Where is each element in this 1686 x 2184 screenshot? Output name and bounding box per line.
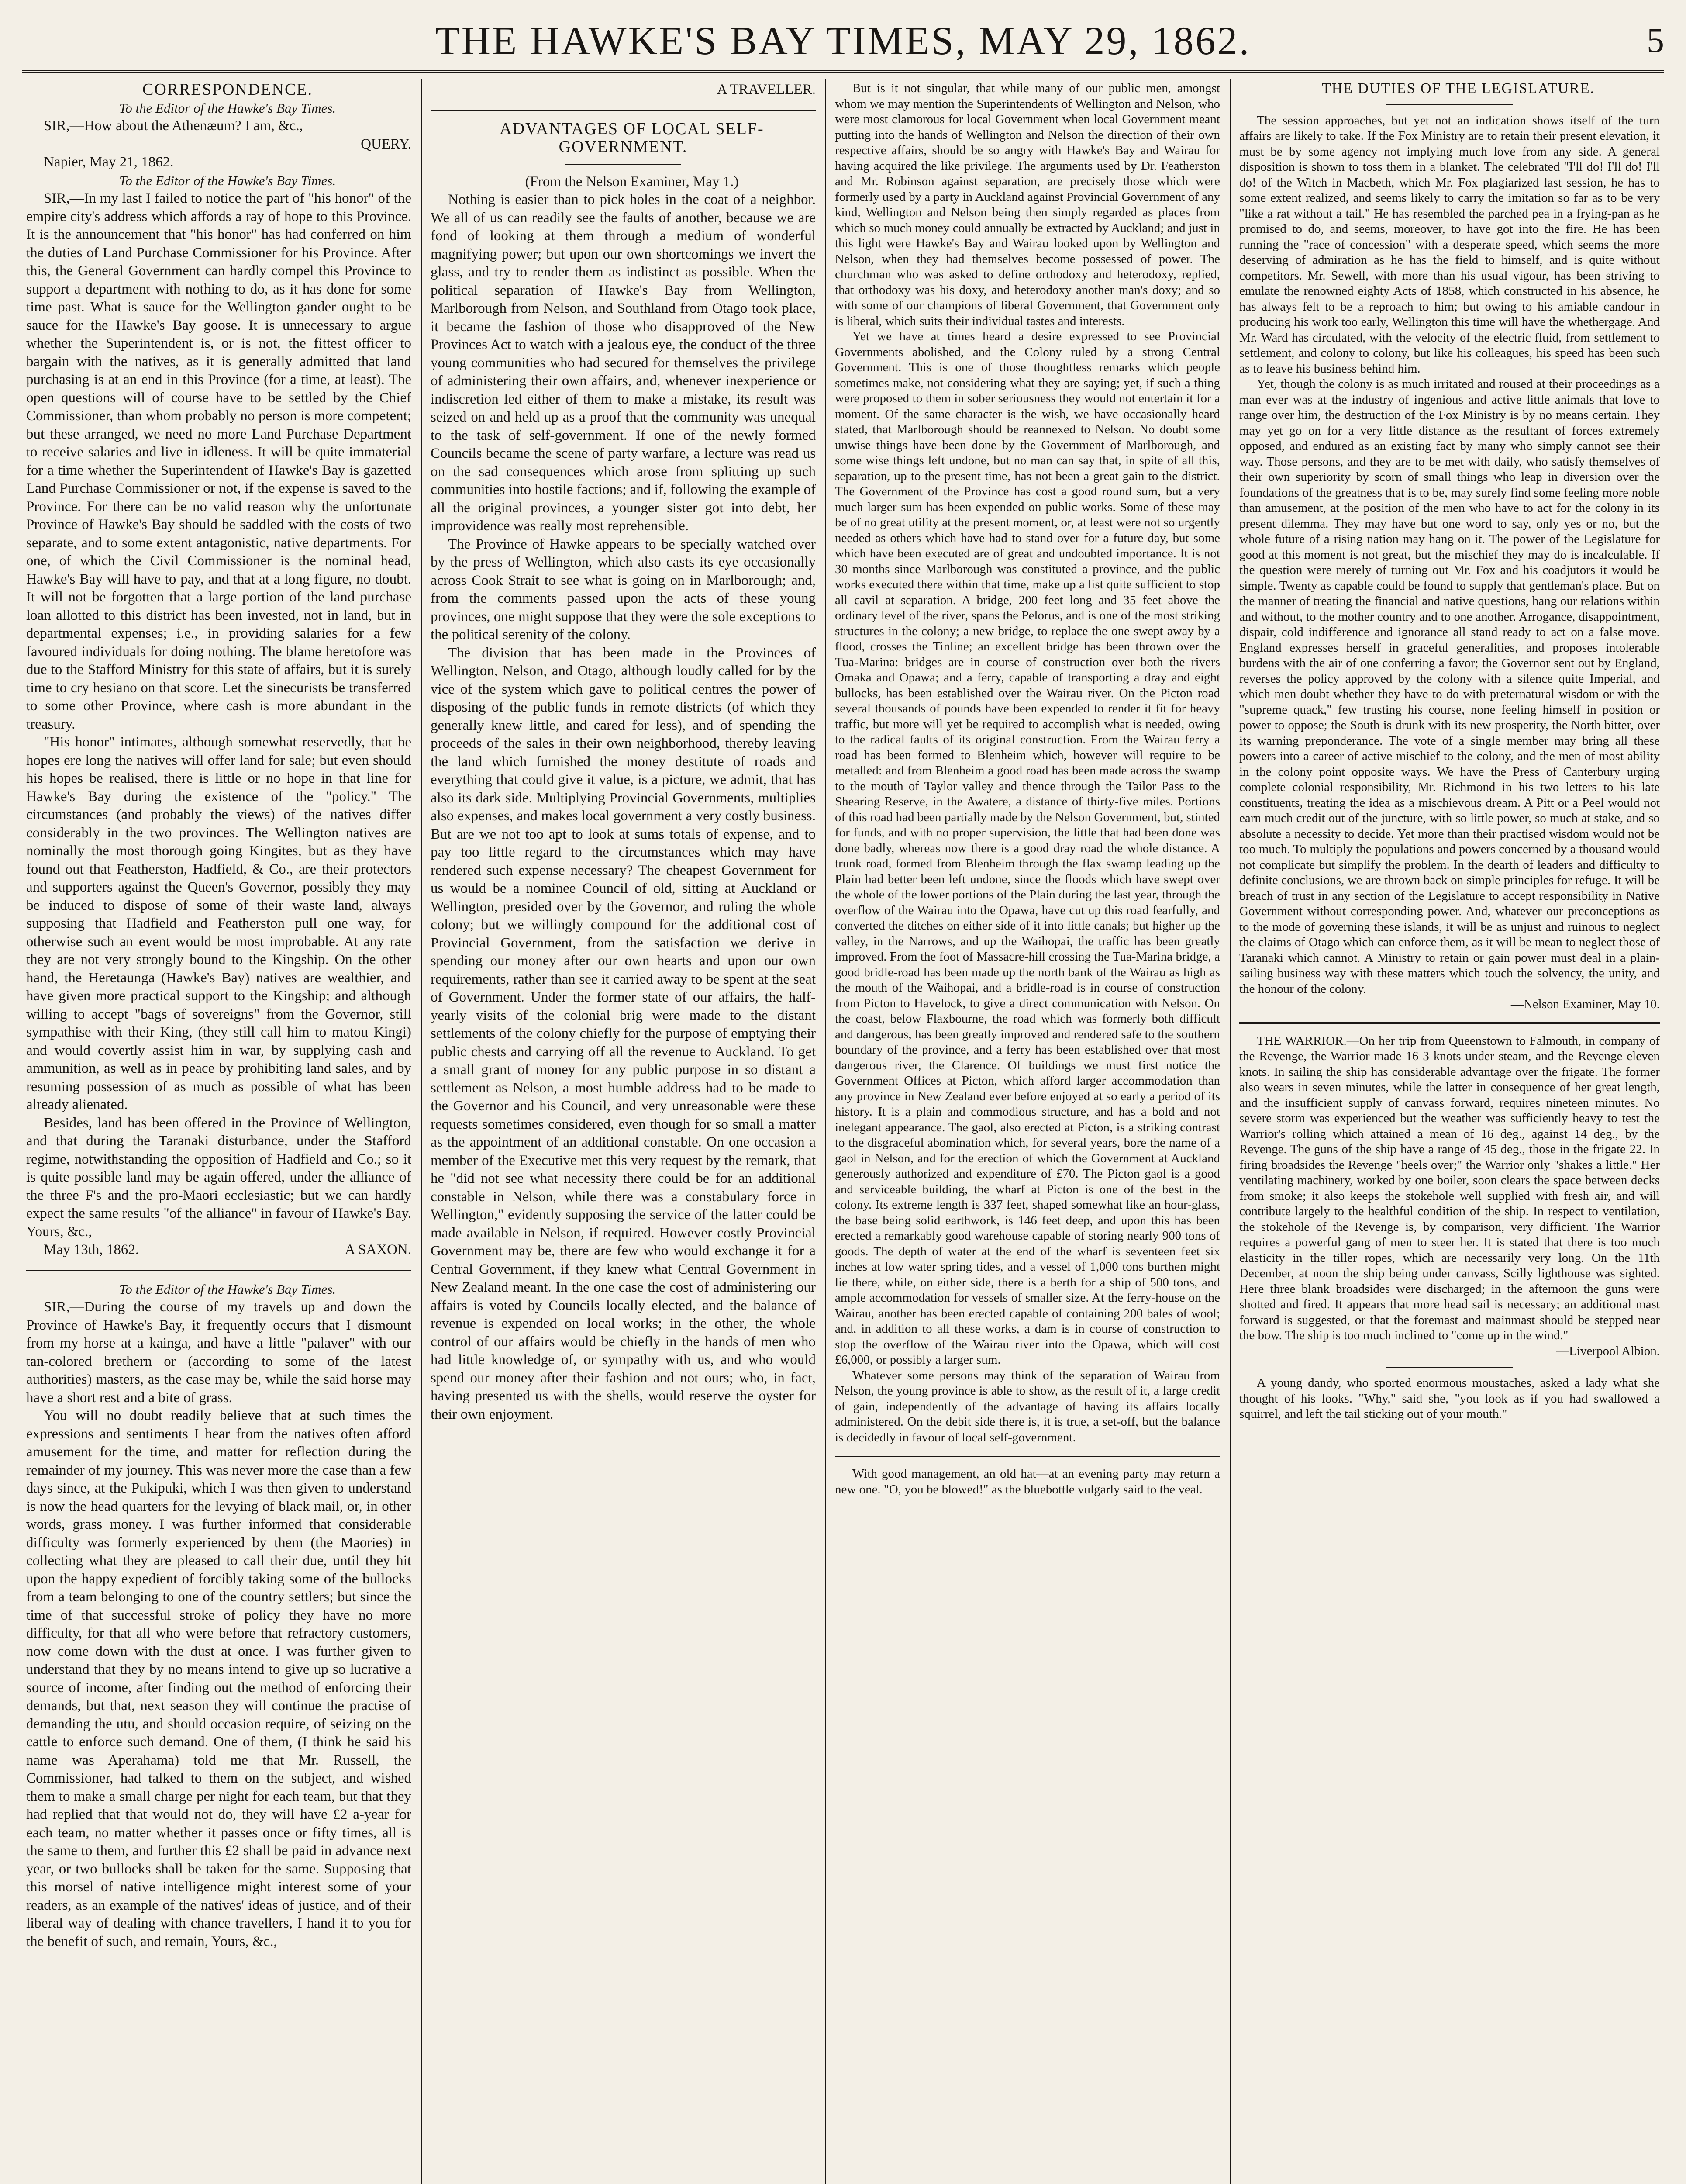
letter-salutation: To the Editor of the Hawke's Bay Times. bbox=[119, 1281, 336, 1297]
divider bbox=[1386, 104, 1513, 105]
letter-place-date: Napier, May 21, 1862. bbox=[44, 154, 174, 170]
article-heading: ADVANTAGES OF LOCAL SELF-GOVERNMENT. bbox=[500, 119, 764, 156]
column-4 bbox=[1239, 81, 1660, 2184]
divider bbox=[26, 1269, 411, 1271]
article-paragraph: The division that has been made in the Provinces of Wellington, Nelson, and Otago, although loudly called for by the vice of the system which gave to political centres the power of disposing of the public funds in remote districts (of which they generally knew little, and cared for less), and of spending the proceeds of the sales in their own neighborhood, thereby leaving the land which furnished the money destitute of roads and everything that could give it value, is a picture, we admit, that has also its dark side. Multiplying Provincial Governments, multiplies also expenses, and makes local government a very costly business. But are we not too apt to look at sums totals of expense, and to pay too little regard to the circumstances which may have rendered such expense necessary? The cheapest Government for us would be a nominee Council of old, sitting at Auckland or Wellington, presided over by the Governor, and ruling the whole colony; but we willingly compound for the additional cost of Provincial Government, from the satisfaction we derive in spending our money after our own hearts and upon our own requirements, rather than see it carried away to be spent at the seat of Government. Under the former state of our affairs, the half-yearly visits of the colonial brig were made to the distant settlements of the colony chiefly for the purpose of emptying their public chests and carrying off all the revenue to Auckland. To get a small grant of money for any public purpose in so distant a settlement as Nelson, a most humble address had to be made to the Governor and his Council, and very unreasonable were these requests sometimes considered, even though for so small a matter as the appointment of an additional constable. On one occasion a member of the Executive met this very request by the remark, that he "did not see what necessity there could be for an additional constable in Nelson, while there was a constabulary force in Wellington," evidently supposing the service of the latter could be made available in Nelson, if required. However costly Provincial Government may be, there are few who would exchange it for a Central Government, if they knew what Central Government in New Zealand meant. In the one case the cost of administering our affairs is voted by Councils locally elected, and the balance of revenue is expended on local works; in the other, the whole control of our affairs would be chiefly in the hands of men who had little knowledge of, or sympathy with us, and who would spend our money after their fashion and not ours; who, in fact, having presented us with the shells, would reserve the oyster for their own enjoyment. bbox=[431, 645, 816, 1422]
letter-paragraph: "His honor" intimates, although somewhat reservedly, that he hopes ere long the natives will offer land for sale; but even should his hopes be realised, there is little or no hope in that line for Hawke's Bay during the existence of the "policy." The circumstances (and probably the views) of the natives differ considerably in the two provinces. The Wellington natives are nominally the most thorough going Kingites, but as they have found out that Featherston, Hadfield, & Co., are their protectors and supporters against the Queen's Governor, possibly they may be induced to dispose of some of their waste land, always supposing that Hadfield and Featherston pull one way, for otherwise such an event would be most improbable. At any rate they are not very strongly bound to the Kingship. On the other hand, the Heretaunga (Hawke's Bay) natives are wealthier, and have given more practical support to the Kingship; and although willing to accept "bags of sovereigns" from the Governor, still sympathise with their King, (they still call him to matou Kingi) and would covertly assist him in war, by supplying cash and ammunition, as well as in peace by prohibiting land sales, and by resuming possession of as much as possible of what has been already alienated. bbox=[26, 734, 411, 1113]
divider bbox=[1386, 1367, 1513, 1368]
article-paragraph: Yet, though the colony is as much irritated and roused at their proceedings as a man ever was at the industry of ingenious and active little animals that love to range over him, the destruction of the Fox Ministry is by no means certain. They may yet go on for a very little distance as the resultant of forces extremely opposed, and endured as an existing fact by many who simply cannot see their way. Those persons, and they are to be met with daily, who satisfy themselves of their own superiority by scorn of small things who leap in diversion over the foundations of the greatness that is to be, may surely find some feeling more noble than amusement, at the position of the men who have to act for the colony in its present dilemma. They may have but one word to say, only yes or no, but the whole future of a rising nation may hang on it. The power of the Legislature for good at this moment is not great, but the mischief they may do is incalculable. If the question were merely of turning out Mr. Fox and his coadjutors it would be simple. Twenty as capable could be found to supply that gentleman's place. But on the manner of treating the financial and native questions, hang our relations within and without, to the mother country and to one another. Arrogance, disappointment, dispair, cold indifference and ignorance all stand ready to act on a false move. England expresses herself in graceful generalities, and proposes intolerable burdens with the air of one conferring a favor; the Governor sent out by England, reverses the policy approved by the colony with a silence quite Imperial, and which men doubt whether they have to do with preternatural wisdom or with the "supreme quack," few trusting his course, none feeling himself in position or power to oppose; the South is drunk with its new prosperity, the North bitter, over its warning preponderance. The vote of a single member may bring all these powers into a career of active mischief to the colony, and the men of most ability in the colony point opposite ways. We have the Press of Canterbury urging complete colonial responsibility, Mr. Richmond in his two letters to his late constituents, treating the idea as a mischievous dream. A Pitt or a Peel would not earn much credit out of the juncture, with so little power, so much at stake, and so absolute a necessity to decide. Yet more than their practised wisdom would not be too much. To multiply the populations and powers concerned by a thousand would not complicate but simplify the problem. In the dearth of leaders and difficulty to definite conclusions, we are thrown back on simple principles for refuge. It will be breach of trust in any section of the Legislature to accept responsibility in Native Government without corresponding power. And, whatever our preconceptions as to the mode of governing these islands, it will be as unjust and ruinous to neglect the claims of Otago which can enforce them, as it will be mean to neglect those of Taranaki which cannot. A Ministry to retain or gain power must deal in a plain-sailing business way with these matters which touch the solvency, the unity, and the honour of the colony. bbox=[1239, 377, 1660, 996]
column-3 bbox=[835, 81, 1220, 2184]
divider bbox=[565, 164, 681, 165]
letter-signature: QUERY. bbox=[361, 136, 411, 152]
letter-dateline bbox=[26, 1241, 411, 1259]
article-paragraph: Whatever some persons may think of the separation of Wairau from Nelson, the young province is able to show, as the result of it, a large credit of gain, independently of the advantage of having its affairs locally administered. On the debit side there is, it is true, a set-off, but the balance is decidedly in favour of local self-government. bbox=[835, 1368, 1220, 1444]
letter-date: May 13th, 1862. bbox=[44, 1242, 139, 1258]
article-paragraph: Nothing is easier than to pick holes in the coat of a neighbor. We all of us can readily see the faults of another, because we are fond of looking at them through a medium of wonderful magnifying power; but upon our own shortcomings we invert the glass, and try to render them as indistinct as possible. When the political separation of Hawke's Bay from Wellington, Marlborough from Nelson, and Southland from Otago took place, it became the fashion of those who disapproved of the New Provinces Act to watch with a jealous eye, the conduct of the three young communities who had secured for themselves the privilege of administering their own affairs, and, whenever inexperience or indiscretion led either of them to make a mistake, its result was seized on and held up as a proof that the community was unequal to the task of self-government. If one of the newly formed Councils became the scene of party warfare, a lecture was read us on the sad consequences which arose from splitting up such communities into hostile factions; and if, following the example of all the original provinces, a younger sister got into debt, her improvidence was really most reprehensible. bbox=[431, 192, 816, 534]
filler-paragraph: With good management, an old hat—at an evening party may return a new one. "O, you be blowed!" as the bluebottle vulgarly said to the veal. bbox=[835, 1467, 1220, 1496]
article-heading: THE DUTIES OF THE LEGISLATURE. bbox=[1321, 81, 1595, 97]
article-paragraph: But is it not singular, that while many of our public men, amongst whom we may mention the Superintendents of Wellington and Nelson, who were most clamorous for local Government when local Government meant putting into the hands of Wellington and Nelson the direction of their own respective affairs, should be so angry with Hawke's Bay and Wairau for having acquired the like privilege. The arguments used by Dr. Featherston and Mr. Robinson against separation, are precisely those which were formerly used by a party in Auckland against Provincial Government of any kind, Wellington and Nelson being then simply regarded as places from which so much money could annually be extracted by Auckland; and just in this light were Hawke's Bay and Wairau looked upon by Wellington and Nelson, when they had themselves become possessed of power. The churchman who was asked to define orthodoxy and heterodoxy, replied, that orthodoxy was his doxy, and heterodoxy another man's doxy; and so with some of our champions of liberal Government, that Government only is liberal, which suits their individual tastes and interests. bbox=[835, 81, 1220, 328]
column-2 bbox=[431, 81, 816, 2184]
article-source: —Nelson Examiner, May 10. bbox=[1510, 997, 1660, 1011]
column-rule bbox=[825, 79, 826, 2184]
news-paragraph: THE WARRIOR.—On her trip from Queenstown to Falmouth, in company of the Revenge, the Warrior made 16 3 knots under steam, and the Revenge eleven knots. In sailing the ship has considerable advantage over the frigate. The former also wears in seven minutes, while the latter in consequence of her great length, and the insufficient supply of canvass forward, requires nineteen minutes. No severe storm was experienced but the weather was sufficiently heavy to test the Warrior's rolling which attained a mean of 16 deg., against 14 deg., by the Revenge. The guns of the ship have a range of 45 deg., those in the frigate 22. In firing broadsides the Revenge "heels over;" the Warrior only "shakes a little." Her ventilating machinery, worked by one boiler, soon clears the space between decks from smoke; it also keeps the stokehole well supplied with fresh air, and will contribute largely to the healthful condition of the ship. In respect to ventilation, the stokehole of the Revenge is, by comparison, very difficient. The Warrior requires a powerful gang of men to steer her. It is stated that there is too much elasticity in the tiller ropes, which are necessarily very long. On the 11th December, at noon the ship being under canvass, Scilly lighthouse was sighted. Here three blank broadsides were discharged; in the afternoon the guns were shotted and fired. It appears that more head sail is necessary; an additional mast forward is suggested, or that the foremast and mainmast should be stepped near the bow. The ship is too much inclined to "come up in the wind." bbox=[1239, 1033, 1660, 1342]
article-paragraph: The session approaches, but yet not an indication shows itself of the turn affairs are likely to take. If the Fox Ministry are to retain their present elevation, it must be by some agency not implying much love from any side. A general disposition is shown to toss them in a blanket. The celebrated "I'll do! I'll do! I'll do! of the Witch in Macbeth, which Mr. Fox plagiarized last session, he has to some extent realized, and seems likely to carry the imitation so far as to be very "like a rat without a tail." He has resembled the parched pea in a frying-pan as he promised to do, and seems, moreover, to have got into the fire. He has been running the "race of concession" with a desperate speed, which seems the more deserving of admiration as he has the field to himself, and is quite without competitors. Mr. Sewell, with more than his usual vigour, has been striving to emulate the renowned eighty Acts of 1858, which constructed in his absence, he has always felt to be a reproach to him; but owing to his amiable candour in producing his work too early, Wellington this time will have the whethergage. And Mr. Ward has circulated, with the velocity of the electric fluid, from settlement to settlement, and colony to colony, but like his colleagues, his speed has been such as to leave his business behind him. bbox=[1239, 113, 1660, 376]
letter-salutation: To the Editor of the Hawke's Bay Times. bbox=[119, 173, 336, 188]
masthead bbox=[22, 9, 1664, 73]
letter-paragraph: Besides, land has been offered in the Province of Wellington, and that during the Taranaki disturbance, under the Stafford regime, notwithstanding the opposition of Hadfield and Co.; so it is quite possible land may be again offered, under the alliance of the three F's and the pro-Maori ecclesiastic; but we can hardly expect the same results "of the alliance" in favour of Hawke's Bay. Yours, &c., bbox=[26, 1115, 411, 1240]
letter-salutation: To the Editor of the Hawke's Bay Times. bbox=[119, 100, 336, 116]
article-source: (From the Nelson Examiner, May 1.) bbox=[525, 173, 739, 190]
news-source: —Liverpool Albion. bbox=[1556, 1344, 1660, 1358]
letter-paragraph: You will no doubt readily believe that at such times the expressions and sentiments I hear from the natives often afford amusement for the time, and matter for reflection during the remainder of my journey. This was never more the case than a few days since, at the Pukipuki, which I was then given to understand is now the head quarters for the levying of black mail, or, in other words, grass money. I was further informed that considerable difficulty was formerly experienced by them (the Maories) in collecting what they are pleased to call their due, until they hit upon the happy expedient of forcibly taking some of the bullocks from a team belonging to one of the country settlers; but since the time of that successful stroke of policy they have no more difficulty, for that all who were before that refractory customers, now come down with the dust at once. I was further given to understand that they by no means intend to give up so lucrative a source of income, after finding out the method of enforcing their demands, but that, next season they will continue the practise of demanding the utu, and should occasion require, of seizing on the cattle to enforce such demand. One of them, (I think he said his name was Aperahama) told me that Mr. Russell, the Commissioner, had talked to them on the subject, and wished them to make a small charge per night for each team, but that they had replied that that would not do, they will have £2 a-year for each team, no matter whether it passes once or fifty times, all is the same to them, and further this £2 shall be paid in advance next year, or two bullocks shall be taken for the same. Supposing that this morsel of native intelligence might interest some of your readers, as an example of the natives' ideas of justice, and of their liberal way of dealing with chance travellers, I hand it to you for the benefit of such, and remain, Yours, &c., bbox=[26, 1408, 411, 1949]
column-rule bbox=[1230, 79, 1231, 2184]
divider bbox=[1239, 1022, 1660, 1024]
page-number: 5 bbox=[1647, 21, 1664, 60]
letter-paragraph: SIR,—In my last I failed to notice the part of "his honor" of the empire city's address which affords a ray of hope to this Province. It is the announcement that "his honor" has had conferred on him the duties of Land Purchase Commissioner for his Province. After this, the General Government can hardly compel this Province to support a department with nothing to do, as it has done for some time past. What is sauce for the Wellington gander ought to be sauce for the Hawke's Bay goose. It is unnecessary to argue whether the Superintendent is, or is not, the fittest officer to bargain with the natives, as it is generally admitted that land purchasing is at an end in this Province (for a time, at least). The open questions will of course have to be settled by the Chief Commissioner, than whom probably no person is more competent; but these arranged, we need no more Land Purchase Department to receive salaries and live in idleness. It will be quite immaterial for a time whether the Superintendent of Hawke's Bay is gazetted Land Purchase Commissioner or not, if the expense is saved to the Province. For there can be no valid reason why the unfortunate Province of Hawke's Bay should be saddled with the costs of two separate, and to some extent antagonistic, native departments. For one, of which the Civil Commissioner is the nominal head, Hawke's Bay will have to pay, and that at a long figure, no doubt. It will not be forgotten that a large portion of the land purchase loan allotted to this district has been invested, not in land, but in departmental expenses; i.e., in providing salaries for a few favoured individuals for doing nothing. The blame heretofore was due to the Stafford Ministry for this state of affairs, but it is surely time to cry hesiano on that score. Let the sinecurists be transferred to some other Province, where cash is more abundant in the treasury. bbox=[26, 190, 411, 732]
letter-signature: A SAXON. bbox=[345, 1242, 411, 1258]
section-heading: CORRESPONDENCE. bbox=[142, 81, 313, 99]
letter-paragraph: SIR,—During the course of my travels up and down the Province of Hawke's Bay, it frequently occurs that I dismount from my horse at a kainga, and have a little "palaver" with our tan-colored brethern or (according to some of the latest authorities) masters, as the case may be, while the said horse may have a short rest and a bite of grass. bbox=[26, 1299, 411, 1406]
letter-signature: A TRAVELLER. bbox=[717, 82, 816, 97]
divider bbox=[835, 1455, 1220, 1457]
anecdote-paragraph: A young dandy, who sported enormous moustaches, asked a lady what she thought of his looks. "Why," said she, "you look as if you had swallowed a squirrel, and left the tail sticking out of your mouth." bbox=[1239, 1376, 1660, 1421]
article-paragraph: The Province of Hawke appears to be specially watched over by the press of Wellington, which also casts its eye occasionally across Cook Strait to see what is going on in Marlborough; and, from the comments passed upon the acts of these young provinces, one might suppose that they were the sole exceptions to the political serenity of the colony. bbox=[431, 536, 816, 643]
newspaper-title: THE HAWKE'S BAY TIMES, MAY 29, 1862. bbox=[435, 18, 1251, 63]
divider bbox=[431, 109, 816, 111]
column-1 bbox=[26, 81, 411, 2184]
letter-body: SIR,—How about the Athenæum? I am, &c., bbox=[44, 118, 303, 134]
article-paragraph: Yet we have at times heard a desire expressed to see Provincial Governments abolished, and the Colony ruled by a strong Central Government. This is one of those thoughtless remarks which people sometimes make, not considering what they are saying; yet, if such a thing were proposed to them in sober seriousness they would not entertain it for a moment. Of the same character is the wish, we have occasionally heard stated, that Marlborough should be reannexed to Nelson. No doubt some unwise things have been done by the Government of Marlborough, and some wise things left undone, but no man can say that, in spite of all this, separation, up to the present time, has not been a great gain to the district. The Government of the Province has cost a good round sum, but a very much larger sum has been expended on public works. Some of these may be of no great utility at the present moment, or, at least were not so urgently needed as others which have had to stand over for a future day, but some which have been executed are of great and undoubted importance. It is not 30 months since Marlborough was constituted a province, and the public works executed there within that time, make up a list quite sufficient to stop all cavil at separation. A bridge, 200 feet long and 35 feet above the ordinary level of the river, spans the Pelorus, and is one of the most striking structures in the colony; a new bridge, to replace the one swept away by a flood, crosses the Tinline; an excellent bridge has been thrown over the Tua-Marina: bridges are in course of construction over both the rivers Omaka and Opawa; and a ferry, capable of transporting a dray and eight bullocks, has been established over the Wairau river. On the Picton road several thousands of pounds have been expended to render it fit for heavy traffic, but more will yet be required to accomplish what is needed, owing to the radical faults of its original construction. From the Wairau ferry a road has been formed to Blenheim which, however will require to be metalled: and from Blenheim a good road has been made across the swamp to the mouth of Taylor valley and thence through the Tailor Pass to the Shearing Reserve, in the Awatere, a distance of thirty-five miles. Portions of this road had been partially made by the Nelson Government, but, stinted for funds, and with no proper supervision, the little that had been done was done badly, whereas now there is a good dray road the whole distance. A trunk road, formed from Blenheim through the flax swamp leading up the Plain had better been left undone, since the floods which have swept over the whole of the lower portions of the Plain during the last year, through the overflow of the Wairau into the Opawa, have cut up this road fearfully, and converted the ditches on either side of it into little canals; but higher up the valley, in the Narrows, and up the Waihopai, the traffic has been greatly improved. From the foot of Massacre-hill crossing the Tua-Marina bridge, a good bridle-road has been made up the north bank of the Wairau as high as the mouth of the Waihopai, and a bridle-road is in course of construction from Picton to Havelock, to give a direct communication with Nelson. On the coast, below Flaxbourne, the road which was formerly both difficult and dangerous, has been greatly improved and rendered safe to the southern boundary of the province, and a ferry has been established over that most dangerous river, the Clarence. Of buildings we must first notice the Government Offices at Picton, which afford larger accommodation than any province in New Zealand ever before enjoyed at so early a period of its history. It is a plain and commodious structure, and has a bold and not inelegant appearance. The gaol, also erected at Picton, is a striking contrast to the disgraceful abomination which, for several years, bore the name of a gaol in Nelson, and for the erection of which the Government at Auckland generously authorized and expenditure of £70. The Picton gaol is a good and serviceable building, the wharf at Picton is one of the best in the colony. Its extreme length is 337 feet, shaped somewhat like an hour-glass, the base being solid earthwork, is 146 feet deep, and upon this has been erected a remarkably good warehouse capable of storing nearly 900 tons of goods. The depth of water at the end of the wharf is seventeen feet six inches at low water spring tides, and a vessel of 1,000 tons burthen might lie there, while, on either side, there is a berth for a ship of 500 tons, and ample accommodation for vessels of smaller size. At the ferry-house on the Wairau, another has been erected capable of containing 200 bales of wool; and, in addition to all these works, a dam is in course of construction to stop the overflow of the Wairau river into the Opawa, which will cost £6,000, or possibly a larger sum. bbox=[835, 329, 1220, 1367]
column-rule bbox=[421, 79, 422, 2184]
